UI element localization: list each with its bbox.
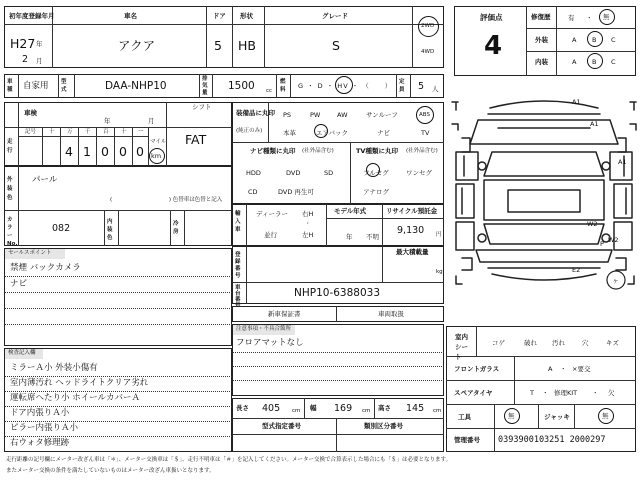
import-left-h: 左H bbox=[302, 231, 314, 239]
first-reg-year-unit: 年 bbox=[36, 40, 43, 48]
notes-label: 注意事項・不具合箇所 bbox=[236, 326, 292, 332]
notes-line-1: フロアマットなし bbox=[236, 338, 304, 348]
mgmt-number: 0393900103251 2000297 bbox=[498, 435, 606, 445]
new-car-warranty: 新車保証書 bbox=[268, 310, 301, 318]
height-label: 高さ bbox=[378, 404, 391, 412]
shape-label: 形状 bbox=[240, 12, 253, 20]
tv-sub: (社外品含む) bbox=[406, 148, 438, 154]
equip-navi: ナビ bbox=[377, 129, 390, 137]
color-number: 082 bbox=[52, 223, 71, 234]
mgmt-label: 管理番号 bbox=[454, 436, 480, 444]
shift-value: FAT bbox=[185, 132, 207, 147]
inspector-line-1: ミラーＡ小 外装小傷有 bbox=[10, 363, 98, 373]
first-reg-label: 初年度登録年月 bbox=[9, 12, 55, 20]
import-label: 輸入車 bbox=[235, 211, 241, 233]
length-value: 405 bbox=[262, 403, 281, 414]
tools-label: 工具 bbox=[458, 413, 471, 421]
diagram-mark-a1-top: A1 bbox=[572, 98, 581, 106]
displacement-value: 1500 bbox=[228, 80, 255, 92]
drive-2wd: 2WD bbox=[421, 23, 435, 29]
digit-header-2: 千 bbox=[85, 129, 91, 135]
model-year-label: モデル年式 bbox=[334, 207, 367, 215]
tv-title: TV種類に丸印 bbox=[356, 147, 398, 155]
height-unit: cm bbox=[433, 408, 442, 414]
owner-manual: 車両取扱 bbox=[378, 310, 404, 318]
navi-cd: CD bbox=[248, 188, 258, 196]
import-dealer: ディーラー bbox=[256, 210, 288, 218]
glass-label: フロントガラス bbox=[454, 365, 500, 373]
inspector-line-3: 運転席へたり小 ホイールカバーＡ bbox=[10, 393, 141, 403]
digit-5: 0 bbox=[136, 144, 144, 159]
interior-label: 内装 bbox=[535, 58, 548, 66]
model-year-year: 年 bbox=[346, 233, 353, 241]
doors-label: ドア bbox=[213, 12, 226, 20]
digit-header-3: 百 bbox=[103, 129, 109, 135]
capacity-unit: 人 bbox=[432, 85, 439, 93]
tools-value: 無 bbox=[508, 412, 515, 420]
capacity-value: 5 bbox=[418, 81, 425, 92]
spare-item-kit: 修理KIT bbox=[554, 389, 578, 397]
type-no-label: 型式指定番号 bbox=[262, 422, 301, 430]
equip-leather: 本革 bbox=[283, 129, 296, 137]
car-name: アクア bbox=[118, 38, 156, 53]
sales-line-2: ナビ bbox=[10, 279, 28, 289]
equip-ps: PS bbox=[283, 111, 292, 119]
diagram-cue: ヶ bbox=[612, 277, 619, 285]
digit-header-4: 十 bbox=[121, 129, 127, 135]
sales-label: セールスポイント bbox=[8, 250, 52, 256]
color-number-label: カラーNo. bbox=[7, 217, 18, 247]
load-label: 最大積載量 bbox=[396, 248, 429, 256]
footer-line-2: またメーター交換の条件を満たしていないものはメーター改ざん車扱いとなります。 bbox=[6, 468, 215, 474]
diagram-mark-w2: W2 bbox=[587, 220, 598, 228]
digit-header-0: 十 bbox=[49, 129, 55, 135]
interior-color-label: 内装色 bbox=[107, 219, 113, 241]
interior-b: B bbox=[592, 58, 597, 66]
digit-4: 0 bbox=[119, 144, 127, 159]
equip-pw: PW bbox=[310, 111, 321, 119]
score-label: 評価点 bbox=[480, 13, 503, 22]
seat-item-1: コゲ bbox=[492, 339, 505, 347]
score-value: 4 bbox=[484, 31, 503, 61]
height-value: 145 bbox=[406, 403, 425, 414]
jack-label: ジャッキ bbox=[544, 413, 570, 421]
equip-airbag: エアバック bbox=[316, 129, 348, 137]
navi-sub: (社外品含む) bbox=[302, 148, 334, 154]
warranty-box bbox=[232, 306, 444, 322]
import-parallel: 並行 bbox=[264, 231, 277, 239]
fuel-selected-ring bbox=[335, 76, 353, 94]
car-name-label: 車名 bbox=[124, 12, 137, 20]
color-value: パール bbox=[32, 175, 58, 185]
diagram-mark-w2-rear: W2 bbox=[608, 236, 619, 244]
jack-value: 無 bbox=[602, 412, 609, 420]
inspector-line-2: 室内薄汚れ ヘッドライトクリア劣れ bbox=[10, 378, 149, 388]
width-unit: cm bbox=[362, 408, 371, 414]
exterior-label: 外装 bbox=[535, 36, 548, 44]
diagram-mark-p: P bbox=[600, 240, 604, 248]
displacement-label: 排気量 bbox=[202, 76, 208, 96]
grade-label: グレード bbox=[322, 12, 348, 20]
model-label: 型式 bbox=[61, 79, 67, 93]
drive-4wd: 4WD bbox=[421, 49, 435, 55]
digit-3: 0 bbox=[101, 144, 109, 159]
import-right-h: 右H bbox=[302, 210, 314, 218]
color-note: ( ) 色替車は色替と記入 bbox=[110, 197, 223, 203]
spare-sep-1: ・ bbox=[542, 389, 549, 397]
spare-sep-2: ・ bbox=[592, 389, 599, 397]
inspector-line-4: ドア内張りＡ小 bbox=[10, 408, 70, 418]
exterior-c: C bbox=[611, 36, 616, 44]
equipment-subtitle: (純正のみ) bbox=[236, 128, 263, 134]
inspector-label: 検査記入欄 bbox=[8, 350, 36, 356]
digit-header-5: 一 bbox=[138, 129, 144, 135]
capacity-label: 定員 bbox=[399, 79, 405, 93]
digit-1: 4 bbox=[65, 144, 73, 159]
model-year-unknown: 不明 bbox=[366, 233, 379, 241]
tv-oneseg: ワンセグ bbox=[406, 169, 432, 177]
load-unit: kg bbox=[436, 269, 443, 275]
chassis-value: NHP10-6388033 bbox=[294, 287, 380, 299]
reg-no-label: 登録番号 bbox=[235, 252, 241, 279]
inspector-line-5: ピラー内張りＡ小 bbox=[10, 423, 79, 433]
tv-fullseg: フルセグ bbox=[363, 169, 389, 177]
unit-mile: マイル bbox=[150, 139, 167, 145]
tv-analog: アナログ bbox=[363, 188, 389, 196]
doors-value: 5 bbox=[214, 38, 222, 53]
equip-aw: AW bbox=[337, 111, 348, 119]
ac-label: 冷房 bbox=[173, 221, 179, 235]
displacement-unit: cc bbox=[266, 88, 273, 94]
repair-none: 無 bbox=[603, 13, 610, 21]
model-value: DAA-NHP10 bbox=[105, 80, 167, 92]
fuel-label: 燃料 bbox=[280, 79, 286, 93]
inspect-month: 月 bbox=[148, 117, 155, 125]
digit-header-1: 万 bbox=[67, 129, 73, 135]
chassis-label: 車台番 bbox=[235, 285, 241, 303]
glass-item-a: A bbox=[548, 365, 553, 373]
navi-dvd-play: DVD 再生可 bbox=[278, 188, 314, 196]
exterior-a: A bbox=[572, 36, 577, 44]
seat-item-3: 汚れ bbox=[552, 339, 565, 347]
spare-label: スペアタイヤ bbox=[454, 389, 493, 397]
recycle-label: リサイクル預託金 bbox=[386, 207, 438, 215]
first-reg-month-unit: 月 bbox=[36, 57, 43, 65]
diagram-mark-a1-hood: A1 bbox=[590, 120, 599, 128]
spare-item-t: T bbox=[530, 389, 534, 397]
navi-sd: SD bbox=[324, 169, 334, 177]
grade-value: S bbox=[332, 38, 340, 53]
equip-tv: TV bbox=[421, 129, 430, 137]
fuel-options: G ・ D ・ HV ・ （ ） bbox=[298, 82, 393, 90]
spare-item-missing: 欠 bbox=[608, 389, 615, 397]
repair-label: 修復歴 bbox=[531, 13, 551, 21]
glass-item-replace: ×要交 bbox=[572, 365, 591, 373]
car-damage-diagram bbox=[448, 80, 640, 324]
footer-line-1: 走行距離の記号欄にメーター改ざん車は「＊」、メーター交換車は「＄」、走行不明車は「＃」を記入してください。メーター交換で合算表示した場合にも「＄」は必要となります。 bbox=[6, 457, 452, 463]
equip-sunroof: サンルーフ bbox=[366, 111, 398, 119]
length-label: 長さ bbox=[236, 404, 249, 412]
driven-label: 走行 bbox=[7, 139, 13, 154]
unit-km: km bbox=[151, 152, 162, 160]
interior-a: A bbox=[572, 58, 577, 66]
navi-hdd: HDD bbox=[246, 169, 261, 177]
navi-dvd: DVD bbox=[286, 169, 301, 177]
equip-abs: ABS bbox=[419, 112, 430, 118]
equipment-title: 装備品に丸印 bbox=[236, 109, 275, 117]
navi-title: ナビ種類に丸印 bbox=[250, 147, 296, 155]
recycle-unit: 円 bbox=[436, 232, 442, 238]
length-unit: cm bbox=[292, 408, 301, 414]
seat-item-5: キズ bbox=[606, 339, 619, 347]
diagram-mark-a1-right: A1 bbox=[618, 158, 627, 166]
seat-item-4: 穴 bbox=[582, 339, 589, 347]
first-reg-era: H27 bbox=[10, 36, 36, 51]
shift-label: シフト bbox=[192, 103, 212, 111]
seat-item-2: 破れ bbox=[524, 339, 537, 347]
inspect-label: 車検 bbox=[24, 109, 37, 117]
sales-line-1: 禁煙 バックカメラ bbox=[10, 263, 81, 273]
exterior-b: B bbox=[592, 36, 597, 44]
record-label: 記号 bbox=[25, 129, 37, 135]
recycle-value: 9,130 bbox=[397, 225, 425, 236]
inspect-year: 年 bbox=[104, 117, 111, 125]
shape-value: HB bbox=[238, 38, 256, 53]
seat-label: 室内シート bbox=[455, 333, 468, 361]
interior-c: C bbox=[611, 58, 616, 66]
diagram-mark-e2: E2 bbox=[572, 266, 581, 274]
purpose-value: 自家用 bbox=[23, 81, 49, 91]
first-reg-month: 2 bbox=[22, 54, 29, 65]
class-no-label: 類別区分番号 bbox=[364, 422, 403, 430]
width-value: 169 bbox=[334, 403, 353, 414]
width-label: 幅 bbox=[310, 404, 317, 412]
inspector-line-6: 右ウォタ修理跡 bbox=[10, 438, 70, 448]
purpose-label: 車種 bbox=[7, 79, 13, 93]
digit-2: 1 bbox=[83, 144, 91, 159]
repair-yes: 有 bbox=[568, 14, 575, 22]
color-label: 外装色 bbox=[7, 177, 13, 201]
